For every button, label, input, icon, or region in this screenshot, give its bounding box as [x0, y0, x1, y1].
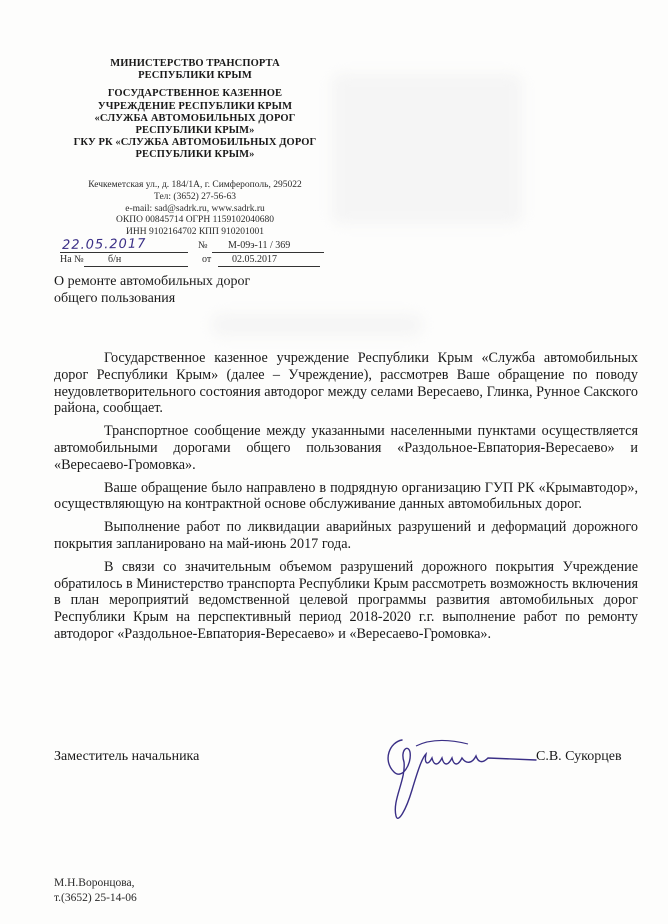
body-paragraph-2: Транспортное сообщение между указанными населенными пунктами осуществляется автомобильными дорогами общего пользования «Раздольное-Евпатория-Вересаево» и «Вересаево-Громовка».: [54, 423, 638, 473]
incoming-label: На №: [60, 254, 84, 265]
handwritten-date: 22.05.2017: [61, 236, 147, 254]
okpo-ogrn: ОКПО 00845714 ОГРН 1159102040680: [116, 215, 274, 226]
number-sign: №: [198, 240, 208, 251]
signer-role: Заместитель начальника: [54, 749, 200, 764]
incoming-date-underline: [218, 266, 320, 267]
incoming-date: 02.05.2017: [232, 254, 277, 265]
incoming-underline: [84, 266, 188, 267]
body-paragraph-1: Государственное казенное учреждение Республики Крым «Служба автомобильных дорог Республики Крым» (далее – Учреждение), рассмотрев Ваше обращение по поводу неудовлетворительного состояния автодорог между селами Вересаево, Глинка, Рунное Сакского района, сообщает.: [54, 350, 638, 417]
subject-line2: общего пользования: [54, 291, 176, 306]
body-paragraph-3: Ваше обращение было направлено в подрядную организацию ГУП РК «Крымавтодор», осуществляющую на контрактной основе обслуживание данных автомобильных дорог.: [54, 479, 638, 513]
email: e-mail: sad@sadrk.ru, www.sadrk.ru: [125, 203, 265, 214]
inn-kpp: ИНН 9102164702 КПП 910201001: [125, 227, 264, 238]
address: Кечкеметская ул., д. 184/1А, г. Симферополь, 295022: [88, 180, 302, 190]
letterhead-contacts: [60, 180, 330, 239]
redacted-salutation: [212, 314, 422, 336]
short-name-line1: ГКУ РК «СЛУЖБА АВТОМОБИЛЬНЫХ ДОРОГ: [73, 137, 317, 149]
number-underline: [212, 252, 324, 253]
outgoing-number: М-09э-11 / 369: [228, 240, 291, 251]
executor-phone: т.(3652) 25-14-06: [54, 891, 137, 904]
executor-name: М.Н.Воронцова,: [54, 877, 135, 889]
signer-name: С.В. Сукорцев: [536, 749, 622, 764]
phone: Тел: (3652) 27-56-63: [154, 191, 236, 202]
handwritten-signature: [372, 720, 542, 830]
institution-line1: ГОСУДАРСТВЕННОЕ КАЗЕННОЕ: [107, 88, 283, 100]
institution-line4: РЕСПУБЛИКИ КРЫМ»: [135, 125, 255, 137]
subject: [54, 273, 314, 307]
incoming-date-label: от: [202, 254, 212, 265]
body-paragraph-5: В связи со значительным объемом разрушений дорожного покрытия Учреждение обратилось в Министерство транспорта Республики Крым рассмотреть возможность включения в план мероприятий ведомственной целевой программы развития автомобильных дорог Республики Крым на перспективный период 2018-2020 г.г. выполнение работ по ремонту автодорог «Раздольное-Евпатория-Вересаево» и «Вересаево-Громовка».: [54, 558, 638, 642]
institution-line3: «СЛУЖБА АВТОМОБИЛЬНЫХ ДОРОГ: [94, 112, 296, 124]
incoming-number: б/н: [108, 254, 122, 265]
executor-info: [54, 876, 137, 905]
letterhead: [60, 58, 330, 162]
body-paragraph-4: Выполнение работ по ликвидации аварийных разрушений и деформаций дорожного покрытия запланировано на май-июнь 2017 года.: [54, 519, 638, 552]
subject-line1: О ремонте автомобильных дорог: [54, 274, 251, 289]
institution-line2: УЧРЕЖДЕНИЕ РЕСПУБЛИКИ КРЫМ: [97, 100, 293, 112]
letter-body: [54, 350, 638, 649]
date-underline: [60, 252, 188, 253]
short-name-line2: РЕСПУБЛИКИ КРЫМ»: [135, 149, 255, 161]
ministry-line1: МИНИСТЕРСТВО ТРАНСПОРТА: [110, 58, 280, 69]
redacted-addressee: [332, 74, 522, 224]
ministry-line2: РЕСПУБЛИКИ КРЫМ: [138, 70, 252, 82]
